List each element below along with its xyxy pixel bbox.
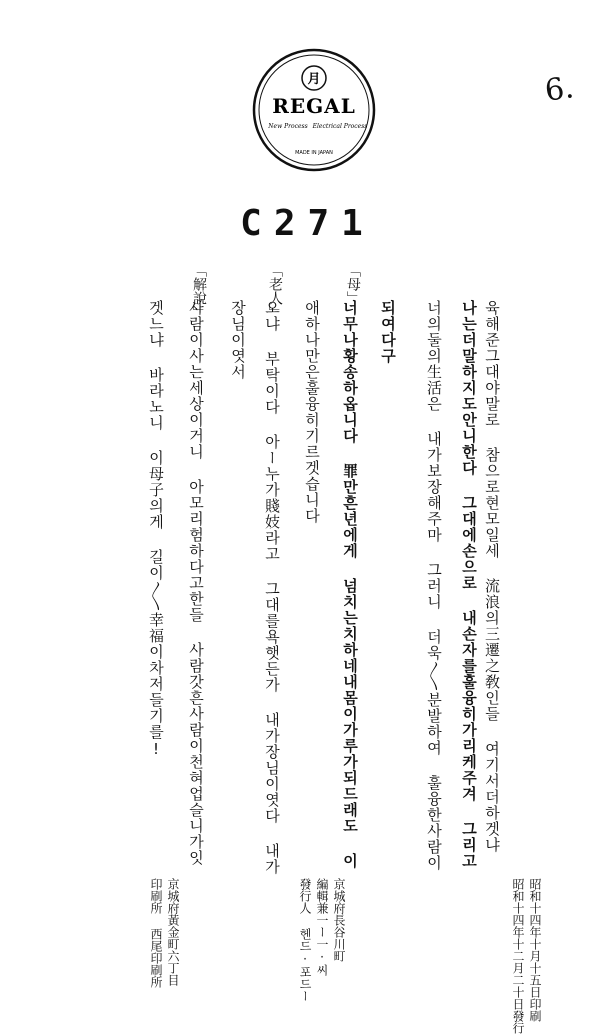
colophon-issue-date: 昭和十四年十二月二十日發行: [511, 878, 525, 1034]
logo-brand: REGAL: [272, 94, 356, 118]
dialogue-line: 애하나만은훌융히기르겟습니다: [303, 300, 321, 524]
svg-text:月: 月: [307, 72, 321, 87]
speaker-label: 「解說」: [191, 263, 207, 319]
colophon-publisher: 發行人 헨드·포드ー: [298, 878, 312, 1002]
lyric-line: 너의둘의生活은 내가보장해주마 그러니 더욱〳〵분발하여 훌융한사람이: [425, 300, 443, 871]
dialogue-line: 장님이엿서: [229, 300, 247, 380]
colophon-editor: 編輯兼一ー一·씨: [315, 878, 329, 976]
record-number: C271: [240, 203, 375, 244]
dialogue-line: 겟느냐 바라노니 이母子의게 길이〳〵幸福이차저들기를!: [147, 300, 165, 759]
colophon-printer: 印刷所 西尾印刷所: [149, 878, 163, 988]
regal-logo: [252, 48, 376, 172]
logo-subtitle-right: Electrical Process: [312, 123, 368, 130]
colophon-publisher-address: 京城府長谷川町: [332, 878, 346, 962]
logo-bottom-text: MADE IN JAPAN: [295, 150, 333, 156]
logo-subtitle-left: New Process: [268, 123, 308, 130]
lyric-line: 육해준그대야말로 참으로현모일세 流浪의三遷之敎인들 여기서더하겟냐: [483, 300, 501, 853]
lyric-line: 되여다구: [379, 300, 397, 364]
dialogue-line: 오냐 부탁이다 아ー누가賤妓라고 그대를욕햇든가 내가장님이엿다 내가: [263, 300, 281, 875]
dialogue-line: 너무나황송하옵니다 罪만흔년에게 넘치는치하네내몸이가루가되드래도 이: [341, 300, 359, 869]
dialogue-line: 사람이사는세상이거니 아모리험하다고한들 사람갓흔사람이천혀업슬니가잇: [187, 300, 205, 866]
speaker-label: 「母」: [345, 263, 361, 305]
colophon-printer-address: 京城府黃金町六丁目: [166, 878, 180, 986]
page-number: 6.: [542, 70, 576, 109]
colophon-print-date: 昭和十四年十月十五日印刷: [528, 878, 542, 1022]
lyric-line: 나는더말하지도안니한다 그대에손으로 내손자를훌융히가리케주겨 그리고: [460, 300, 478, 869]
speaker-label: 「老人」: [267, 263, 283, 319]
